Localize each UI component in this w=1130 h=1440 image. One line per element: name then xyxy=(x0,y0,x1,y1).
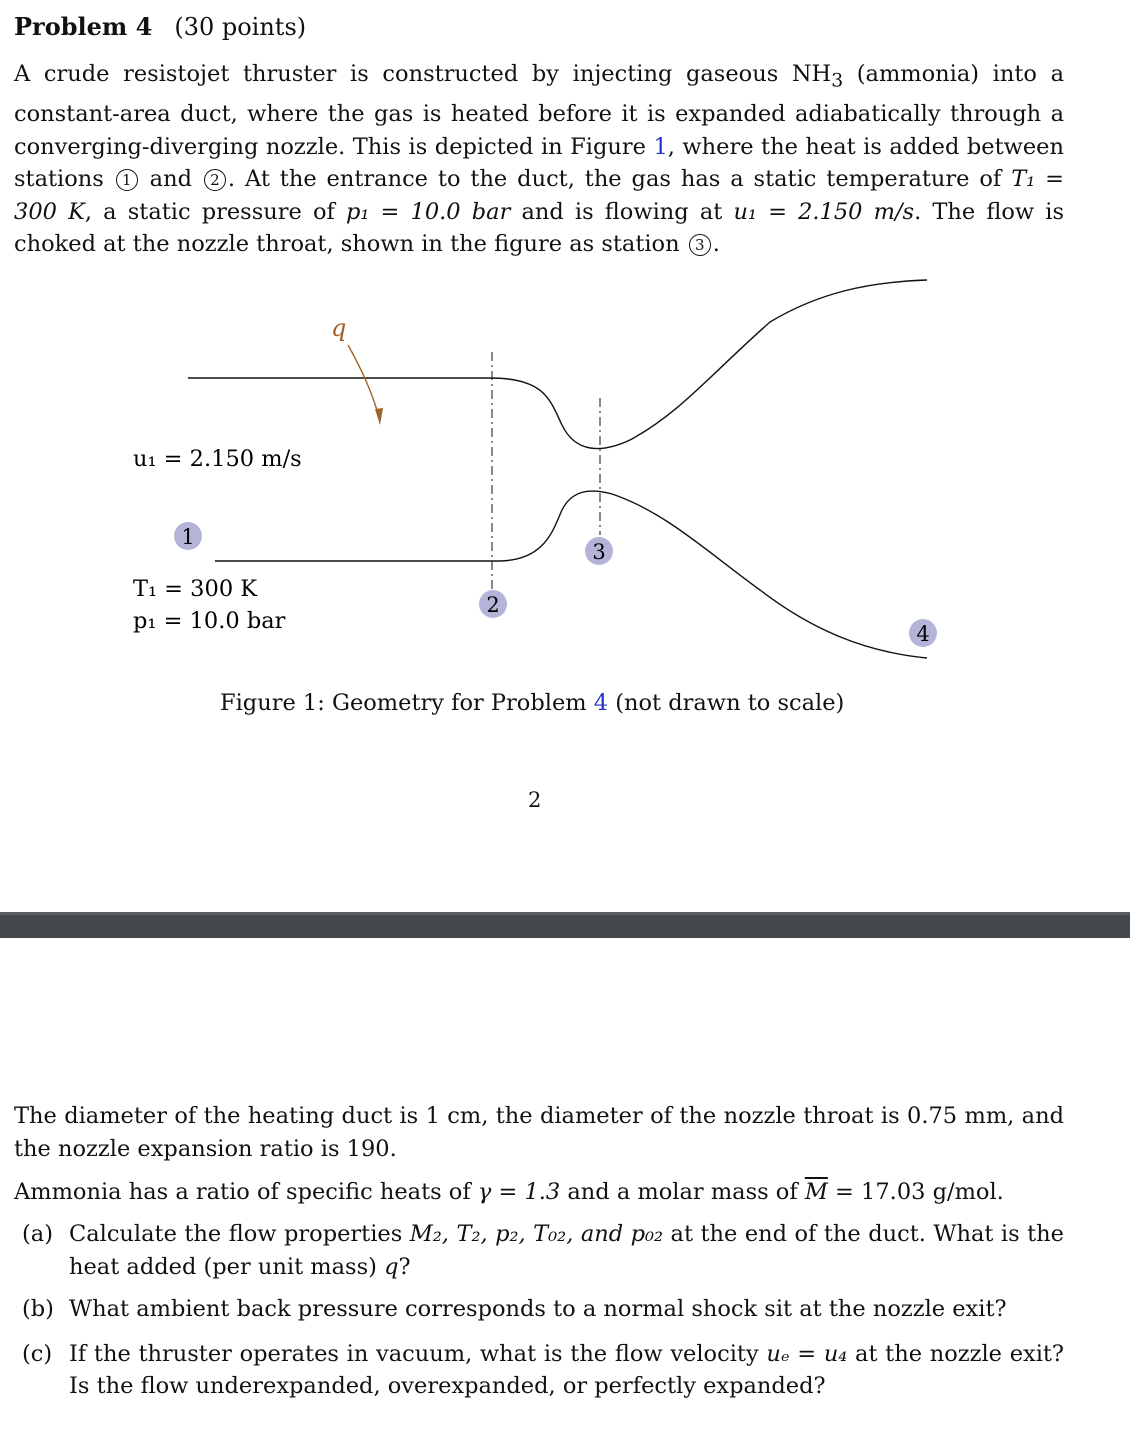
page-bottom xyxy=(0,940,1130,1440)
question-a-text-2: at the end of the duct. What is the heat added (per unit mass) xyxy=(69,1221,1064,1280)
question-b xyxy=(22,1293,1064,1326)
question-c-text-1: If the thruster operates in vacuum, what is the flow velocity xyxy=(69,1340,767,1367)
intro-text-1: A crude resistojet thruster is constructed by injecting gaseous NH xyxy=(14,61,832,87)
t1-equation: T₁ = 300 K xyxy=(14,166,1064,225)
figure-caption xyxy=(220,690,844,716)
question-c xyxy=(22,1338,1064,1403)
station-1-marker: 1 xyxy=(116,169,138,191)
p1-label: p₁ = 10.0 bar xyxy=(133,608,286,634)
question-a-text-3: ? xyxy=(398,1253,411,1280)
intro-text-4: and xyxy=(139,166,202,192)
t1-label: T₁ = 300 K xyxy=(133,576,258,602)
question-c-ue: uₑ = u₄ xyxy=(766,1340,848,1367)
intro-text-9: . xyxy=(712,231,720,257)
intro-text-2: (ammonia) into a constant-area duct, where the gas is heated before it is expanded adiabatically through a converging-diverging nozzle. This is depicted in Figure xyxy=(14,61,1064,160)
nozzle-figure xyxy=(0,0,1130,700)
u1-equation: u₁ = 2.150 m/s xyxy=(733,198,915,225)
svg-text:2: 2 xyxy=(486,593,500,617)
page-number: 2 xyxy=(528,788,542,812)
intro-text-8: . The flow is choked at the nozzle throat, shown in the figure as station xyxy=(14,198,1065,257)
caption-prefix: Figure 1: Geometry for Problem xyxy=(220,690,594,716)
question-a-q: q xyxy=(384,1253,399,1280)
station-2-marker: 2 xyxy=(204,169,226,191)
svg-text:3: 3 xyxy=(592,540,606,564)
molar-mass-symbol: $\overline{M}$ xyxy=(804,1179,828,1205)
details-text-a: Ammonia has a ratio of specific heats of xyxy=(14,1179,478,1205)
details-paragraph-2 xyxy=(14,1176,1064,1209)
intro-text-6: , a static pressure of xyxy=(84,198,346,225)
svg-text:4: 4 xyxy=(916,622,930,646)
page-separator xyxy=(0,912,1130,938)
question-a-vars: M₂, T₂, p₂, T₀₂, and p₀₂ xyxy=(409,1221,664,1247)
problem-link[interactable]: 4 xyxy=(593,690,609,716)
molar-mass-value: = 17.03 g/mol. xyxy=(827,1179,1004,1205)
station-badge-2 xyxy=(479,590,507,618)
heat-label: q xyxy=(331,314,347,342)
problem-points: (30 points) xyxy=(174,13,307,41)
caption-suffix: (not drawn to scale) xyxy=(608,690,845,716)
problem-label: Problem 4 xyxy=(14,12,153,41)
upper-wall xyxy=(188,280,927,449)
question-a-label: (a) xyxy=(22,1221,53,1247)
heat-arrowhead xyxy=(375,408,383,425)
station-3-marker: 3 xyxy=(689,234,711,256)
intro-text-5: . At the entrance to the duct, the gas has a static temperature of xyxy=(227,166,1012,192)
question-a-text-1: Calculate the flow properties xyxy=(69,1221,410,1247)
question-list xyxy=(22,1218,1064,1403)
svg-text:1: 1 xyxy=(181,525,195,549)
question-b-label: (b) xyxy=(22,1296,54,1322)
lower-wall xyxy=(215,491,930,658)
question-c-text-2: at the nozzle exit? Is the flow underexpanded, overexpanded, or perfectly expanded? xyxy=(69,1340,1064,1399)
figure-link[interactable]: 1 xyxy=(653,133,668,160)
intro-text-3: , where the heat is added between stations xyxy=(14,133,1064,192)
question-c-label: (c) xyxy=(22,1340,53,1367)
nh3-subscript: 3 xyxy=(831,70,844,92)
details-paragraph-1: The diameter of the heating duct is 1 cm, the diameter of the nozzle throat is 0.75 mm, and the nozzle expansion ratio is 190. xyxy=(14,1103,1064,1162)
p1-equation: p₁ = 10.0 bar xyxy=(345,198,511,225)
details-text-b: and a molar mass of xyxy=(560,1179,805,1205)
heat-arrow xyxy=(348,345,380,420)
station-badge-1 xyxy=(174,522,202,550)
gamma-equation: γ = 1.3 xyxy=(477,1179,561,1205)
question-a xyxy=(22,1218,1064,1283)
u1-label: u₁ = 2.150 m/s xyxy=(133,446,302,472)
station-badge-3 xyxy=(585,537,613,565)
question-b-text: What ambient back pressure corresponds to a normal shock sit at the nozzle exit? xyxy=(69,1296,1007,1322)
station-badge-4 xyxy=(909,619,937,647)
intro-text-7: and is flowing at xyxy=(510,198,734,225)
